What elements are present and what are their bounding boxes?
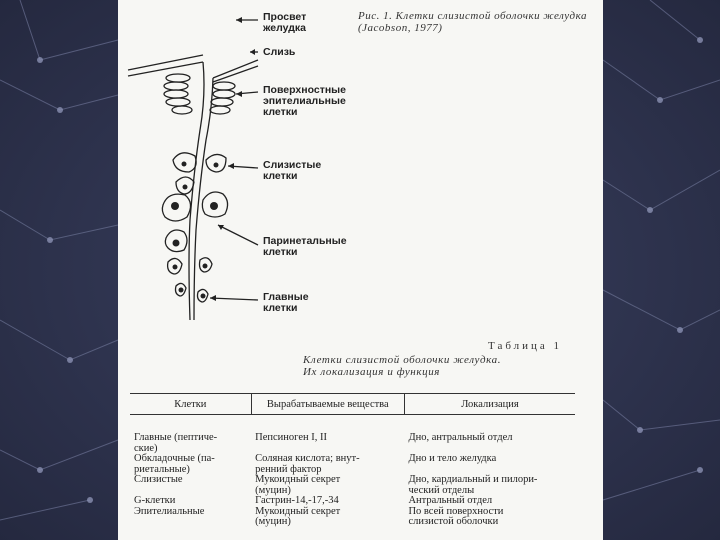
cell-type: Обкладочные (па- риетальные) bbox=[134, 453, 215, 475]
label-parietal-cells: Паринетальные клетки bbox=[263, 235, 347, 258]
table-header-row bbox=[130, 394, 575, 415]
label-surface-epithelial-cells: Поверхностные эпителиальные клетки bbox=[263, 84, 346, 118]
cell-type: Слизистые bbox=[134, 474, 183, 485]
cell-substance: Мукоидный секрет (муцин) bbox=[255, 474, 341, 496]
table-row bbox=[130, 415, 575, 455]
cell-location: Дно, антральный отдел bbox=[408, 432, 513, 443]
table-title: Клетки слизистой оболочки желудка. Их локализация и функция bbox=[303, 354, 502, 378]
label-mucus: Слизь bbox=[263, 46, 296, 58]
header-localization: Локализация bbox=[404, 394, 575, 415]
table-row bbox=[130, 507, 575, 528]
scanned-page bbox=[118, 0, 603, 540]
cell-substance: Соляная кислота; внут- ренний фактор bbox=[255, 453, 360, 475]
cell-substance: Пепсиноген I, II bbox=[255, 432, 327, 443]
gastric-gland-diagram bbox=[118, 0, 603, 330]
cell-location: По всей поверхности слизистой оболочки bbox=[408, 505, 504, 527]
table-row bbox=[130, 496, 575, 507]
table-row bbox=[130, 454, 575, 475]
header-cells: Клетки bbox=[130, 394, 251, 415]
cell-location: Дно и тело желудка bbox=[408, 453, 497, 464]
label-lumen: Просвет желудка bbox=[263, 11, 307, 34]
figure-caption: Рис. 1. Клетки слизистой оболочки желудка (Jacobson, 1977) bbox=[358, 10, 587, 34]
cell-type: G-клетки bbox=[134, 495, 176, 506]
label-chief-cells: Главные клетки bbox=[263, 291, 309, 314]
cell-substance: Мукоидный секрет (муцин) bbox=[255, 505, 341, 527]
table-row bbox=[130, 475, 575, 496]
table-number: Таблица 1 bbox=[488, 340, 563, 352]
cell-type: Главные (пептиче- ские) bbox=[134, 432, 218, 454]
cell-location: Антральный отдел bbox=[408, 495, 493, 506]
cell-location: Дно, кардиальный и пилори- ческий отделы bbox=[408, 474, 538, 496]
cells-table bbox=[130, 393, 575, 528]
cell-substance: Гастрин-14,-17,-34 bbox=[255, 495, 339, 506]
label-mucous-cells: Слизистые клетки bbox=[263, 159, 322, 182]
header-substances: Вырабатываемые вещества bbox=[251, 394, 404, 415]
cell-type: Эпителиальные bbox=[134, 505, 205, 517]
